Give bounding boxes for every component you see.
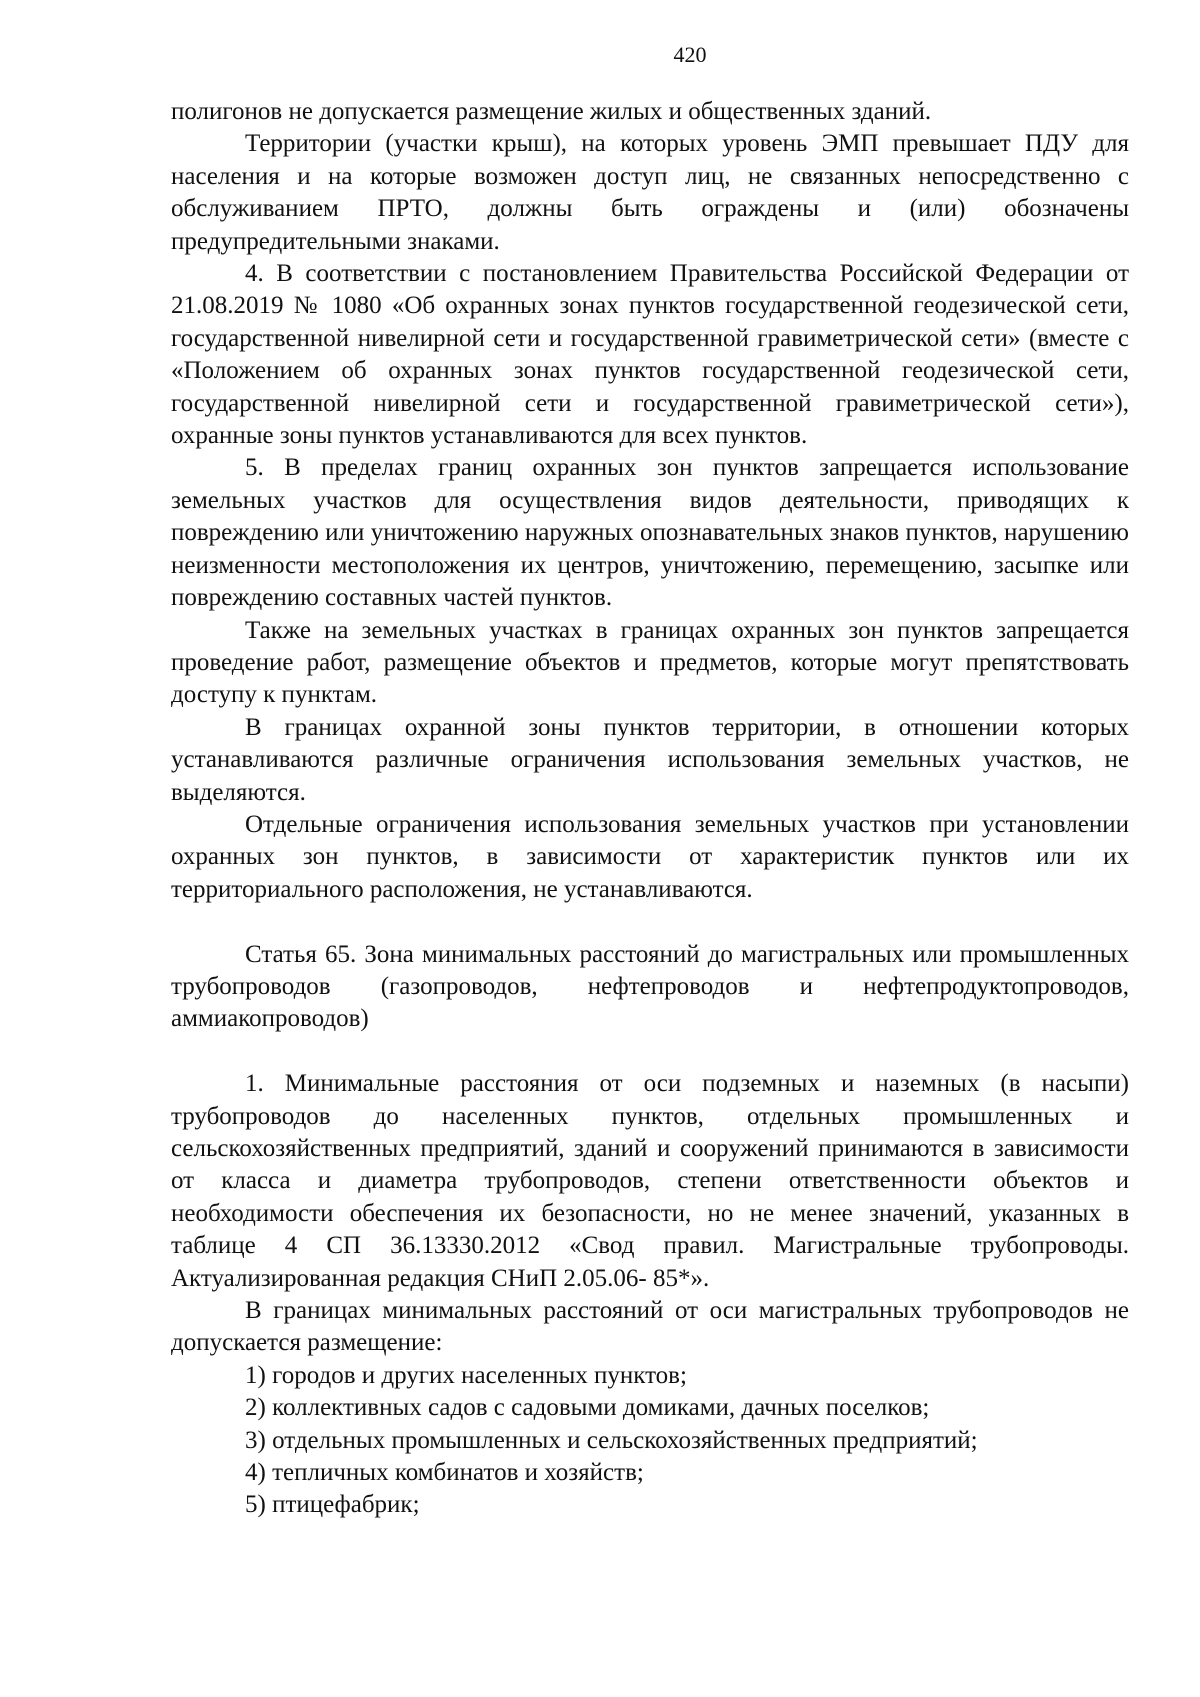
paragraph: Территории (участки крыш), на которых уровень ЭМП превышает ПДУ для населения и на которые возможен доступ лиц, не связанных непосредственно с обслуживанием ПРТО, должны быть ограждены и (или) обозначены предупредительными знаками.	[171, 130, 1129, 255]
list-item: 5) птицефабрик;	[245, 1491, 420, 1519]
paragraph: В границах охранной зоны пунктов территории, в отношении которых устанавливаются различные ограничения использования земельных участков, не выделяются.	[171, 713, 1129, 806]
spacer	[171, 1036, 1129, 1068]
list-item: 2) коллективных садов с садовыми домиками, дачных поселков;	[245, 1394, 930, 1422]
paragraph: полигонов не допускается размещение жилых и общественных зданий.	[171, 98, 932, 125]
list-item: 3) отдельных промышленных и сельскохозяйственных предприятий;	[245, 1426, 978, 1454]
paragraph: Отдельные ограничения использования земельных участков при установлении охранных зон пунктов, в зависимости от характеристик пунктов или их территориального расположения, не устанавливаются.	[171, 810, 1129, 903]
list-item: 1) городов и других населенных пунктов;	[245, 1361, 687, 1389]
page-number: 420	[673, 42, 707, 67]
paragraph: В границах минимальных расстояний от оси магистральных трубопроводов не допускается размещение:	[171, 1297, 1129, 1357]
paragraph: Также на земельных участках в границах охранных зон пунктов запрещается проведение работ, размещение объектов и предметов, которые могут препятствовать доступу к пунктам.	[171, 616, 1129, 709]
paragraph: 5. В пределах границ охранных зон пунктов запрещается использование земельных участков для осуществления видов деятельности, приводящих к повреждению или уничтожению наружных опознавательных знаков пунктов, нарушению неизменности местоположения их центров, уничтожению, перемещению, засыпке или повреждению составных частей пунктов.	[171, 454, 1129, 612]
paragraph: 1. Минимальные расстояния от оси подземных и наземных (в насыпи) трубопроводов до населенных пунктов, отдельных промышленных и сельскохозяйственных предприятий, зданий и сооружений принимаются в зависимости от класса и диаметра трубопроводов, степени ответственности объектов и необходимости обеспечения их безопасности, но не менее значений, указанных в таблице 4 СП 36.13330.2012 «Свод правил. Магистральные трубопроводы. Актуализированная редакция СНиП 2.05.06- 85*».	[171, 1070, 1129, 1292]
document-body	[171, 96, 1129, 1522]
paragraph: 4. В соответствии с постановлением Правительства Российской Федерации от 21.08.2019 № 1080 «Об охранных зонах пунктов государственной геодезической сети, государственной нивелирной сети и государственной гравиметрической сети» (вместе с «Положением об охранных зонах пунктов государственной геодезической сети, государственной нивелирной сети и государственной гравиметрической сети»), охранные зоны пунктов устанавливаются для всех пунктов.	[171, 260, 1129, 450]
spacer	[171, 906, 1129, 938]
article-heading: Статья 65. Зона минимальных расстояний до магистральных или промышленных трубопроводов (газопроводов, нефтепроводов и нефтепродуктопроводов, аммиакопроводов)	[171, 940, 1129, 1033]
list-item: 4) тепличных комбинатов и хозяйств;	[245, 1459, 644, 1487]
